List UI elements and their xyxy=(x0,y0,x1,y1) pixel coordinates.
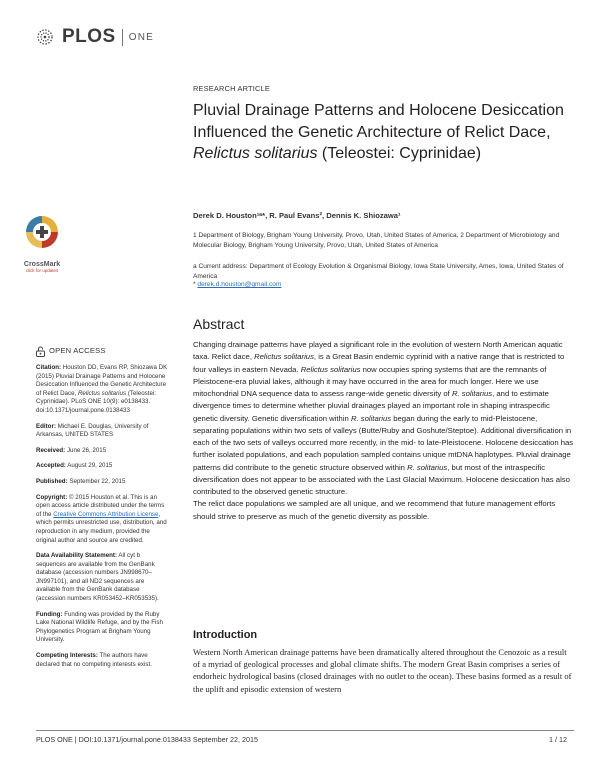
abstract-text: , is a Great Basin endemic cyprinid with a native range that is restricted to four valleys in eastern Nevada. xyxy=(193,352,565,374)
abstract-text: Changing drainage patterns have played a significant role in the evolution of western North American aquatic taxa. Relict dace, xyxy=(193,340,563,362)
corresponding-email xyxy=(193,281,281,288)
logo-divider xyxy=(122,29,123,46)
funding-label: Funding: xyxy=(36,610,63,618)
received-label: Received: xyxy=(36,446,66,454)
editor-label: Editor: xyxy=(36,422,56,430)
competing-interests-label: Competing Interests: xyxy=(36,652,98,660)
plos-mark-icon xyxy=(36,28,58,46)
data-availability-text: All cyt b sequences are available from the GenBank database (accession numbers JN998670–JN997101), and all ND2 sequences are available from the GenBank database (accession numbers KR053452–KR053535). xyxy=(36,552,159,603)
competing-interests-text: The authors have declared that no competing interests exist. xyxy=(36,652,152,668)
email-link[interactable]: derek.d.houston@gmail.com xyxy=(197,281,282,288)
article-sidebar xyxy=(36,346,170,676)
copyright-text-end: , which permits unrestricted use, distribution, and reproduction in any medium, provided the original author and source are credited. xyxy=(36,510,167,544)
received-block xyxy=(36,447,170,456)
open-access-label: OPEN ACCESS xyxy=(49,346,106,356)
funding-text: Funding was provided by the Ruby Lake National Wildlife Refuge, and by the Fish Phylogenetics Program at Brigham Young University. xyxy=(36,610,163,644)
abstract-body xyxy=(193,339,575,523)
abstract-species: Relictus solitarius xyxy=(254,352,314,362)
plos-logo[interactable] xyxy=(36,26,154,48)
affiliations: 1 Department of Biology, Brigham Young University, Provo, Utah, United States of America, 2 Department of Microbiology and Molecular Biology, Brigham Young University, Provo, Utah, United States of America xyxy=(193,232,560,249)
published-block xyxy=(36,478,170,487)
abstract-species: R. solitarius xyxy=(407,462,448,472)
citation-text-end: (Teleostei: Cyprinidae). PLoS ONE 10(9): e0138433. doi:10.1371/journal.pone.0138433 xyxy=(36,389,157,414)
crossmark-badge[interactable] xyxy=(22,215,62,273)
abstract-species: R. solitarius xyxy=(350,413,392,423)
title-species: Relictus solitarius xyxy=(193,145,318,162)
publisher-name: PLOS xyxy=(62,26,116,47)
accepted-date: August 29, 2015 xyxy=(65,462,113,470)
footer-citation: PLOS ONE | DOI:10.1371/journal.pone.0138433 September 22, 2015 xyxy=(36,735,259,744)
data-availability-block xyxy=(36,552,170,604)
footer-rule xyxy=(36,730,574,731)
abstract-text: , but most of the intraspecific diversification does not appear to be associated with the Last Glacial Maximum. Holocene desiccation has also contributed to the observed genetic structure. xyxy=(193,462,570,496)
citation-block xyxy=(36,364,170,416)
received-date: June 26, 2015 xyxy=(65,446,107,454)
published-label: Published: xyxy=(36,477,68,485)
title-text: Pluvial Drainage Patterns and Holocene Desiccation Influenced the Genetic Architecture of Relict Dace, xyxy=(193,102,564,141)
abstract-species: Relictus solitarius xyxy=(300,364,361,374)
article-title xyxy=(193,100,573,165)
crossmark-sublabel: click for updates xyxy=(25,268,59,273)
copyright-text: © 2015 Houston et al. This is an open access article distributed under the terms of the xyxy=(36,493,165,518)
abstract-paragraph xyxy=(193,339,575,498)
crossmark-icon xyxy=(25,215,59,255)
copyright-block xyxy=(36,494,170,546)
accepted-label: Accepted: xyxy=(36,462,66,470)
copyright-label: Copyright: xyxy=(36,493,68,501)
funding-block xyxy=(36,611,170,645)
abstract-text: , and to estimate divergence times to determine whether pluvial drainages played an important role in shaping intraspecific genetic diversity. Genetic diversification within xyxy=(193,389,550,423)
license-link[interactable]: Creative Commons Attribution License xyxy=(53,510,159,518)
introduction-text: Western North American drainage patterns have been dramatically altered throughout the Cenozoic as a result of a myriad of geological processes and global climate shifts. The modern Great Basin comprises a series of endorheic hydrological basins (closed drainages with no outlet to the ocean). These basins formed as a result of the uplift and episodic extension of western xyxy=(193,647,572,694)
published-date: September 22, 2015 xyxy=(67,477,126,485)
editor-block xyxy=(36,423,170,440)
author-list: Derek D. Houston¹ᵃ*, R. Paul Evans², Dennis K. Shiozawa¹ xyxy=(193,211,401,220)
data-availability-label: Data Availability Statement: xyxy=(36,552,118,560)
journal-name: ONE xyxy=(128,31,155,43)
page-number: 1 / 12 xyxy=(549,735,567,744)
crossmark-label: CrossMark xyxy=(23,261,61,268)
editor-text: Michael E. Douglas, University of Arkansas, UNITED STATES xyxy=(36,422,149,439)
abstract-paragraph-2: The relict dace populations we sampled are all unique, and we recommend that future management efforts should strive to preserve as much of the genetic diversity as possible. xyxy=(193,499,556,521)
abstract-text: began during the early to mid-Pleistocene, separating populations within two sets of valleys (Butte/Ruby and Goshute/Steptoe). Additional diversification in each of the two sets of valleys occurred more recently, in the mid- to late-Pleistocene. Holocene desiccation has further isolated populations, and each population sampled contains unique mtDNA haplotypes. Pluvial drainage patterns did contribute to the genetic structure observed within xyxy=(193,413,574,472)
abstract-heading: Abstract xyxy=(193,316,245,332)
open-lock-icon xyxy=(36,346,45,357)
article-type: RESEARCH ARTICLE xyxy=(193,84,270,93)
email-marker: * xyxy=(193,281,198,288)
introduction-heading: Introduction xyxy=(193,629,258,641)
abstract-text: now occupies spring systems that are the remnants of Pleistocene-era pluvial lakes, although it may have occurred in the area for much longer. Here we use mitochondrial DNA sequence data to assess range-wide genetic diversity of xyxy=(193,364,547,398)
current-address: a Current address: Department of Ecology Evolution & Organismal Biology, Iowa State University, Ames, Iowa, United States of America xyxy=(193,263,564,280)
competing-interests-block xyxy=(36,652,170,669)
abstract-species: R. solitarius xyxy=(451,389,493,398)
open-access-badge xyxy=(36,346,170,357)
citation-label: Citation: xyxy=(36,364,62,371)
title-text-end: (Teleostei: Cyprinidae) xyxy=(317,145,482,162)
citation-species: Relictus solitarius xyxy=(77,389,127,397)
accepted-block xyxy=(36,462,170,471)
citation-text: Houston DD, Evans RP, Shiozawa DK (2015) Pluvial Drainage Patterns and Holocene Desiccation Influenced the Genetic Architecture of Relict Dace, xyxy=(36,364,168,397)
